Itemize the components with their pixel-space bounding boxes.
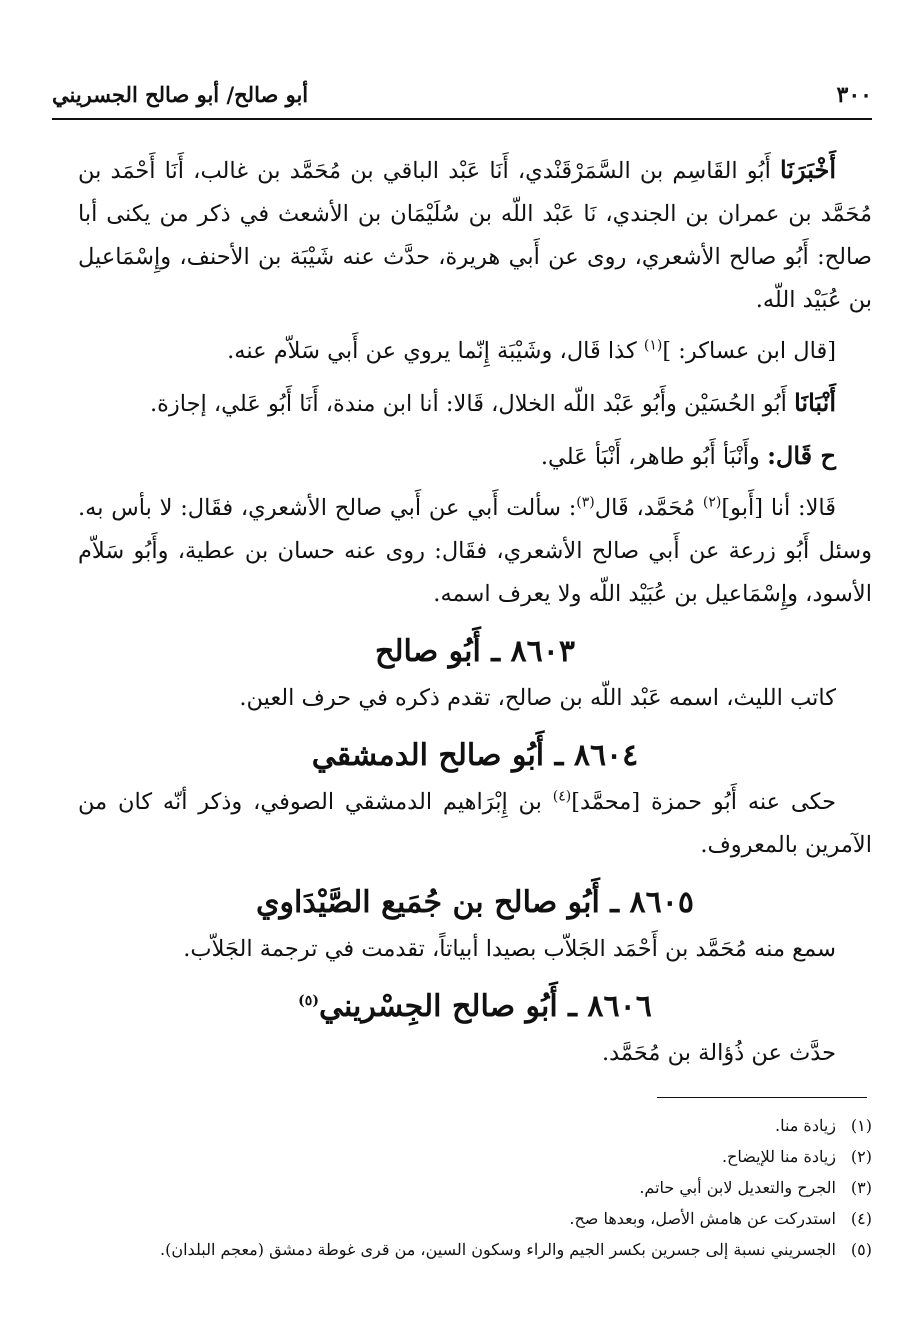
footnote-number: (٢) [850, 1147, 872, 1166]
footnote-text: استدركت عن هامش الأصل، وبعدها صح. [569, 1209, 836, 1228]
entry-text-8604 [78, 781, 872, 867]
entry-heading-8603: ٨٦٠٣ ـ أَبُو صالح [375, 634, 575, 669]
paragraph-text: : سألت أَبي عن أَبي صالح الأشعري، فقَال: لا بأس به. وسئل أَبُو زرعة عن أَبي صالح الأشعري، فقَال: روى عنه حسان بن عطية، وأَبُو سَلاّم الأسود، وإِسْمَاعيل بن عُبَيْد اللّه ولا يعرف اسمه. [78, 495, 872, 607]
footnote-ref-1[interactable]: (١) [643, 337, 663, 354]
paragraph-text: كذا قَال، وشَيْبَة إِنّما يروي عن أَبي سَلاّم عنه. [227, 338, 644, 364]
footnote-text: الجرح والتعديل لابن أبي حاتم. [639, 1178, 836, 1197]
footnote-1 [60, 1110, 872, 1141]
footnote-number: (٥) [850, 1240, 872, 1259]
footnote-text: الجسريني نسبة إلى جسرين بكسر الجيم والراء وسكون السين، من قرى غوطة دمشق (معجم البلدان). [160, 1240, 836, 1259]
lead-word: أَخْبَرَنَا [780, 155, 836, 184]
paragraph-ibn-asakir-note [78, 330, 872, 373]
paragraph-text: وأَنْبَأ أَبُو طاهر، أَنْبَأ عَلي. [540, 444, 768, 470]
entry-heading-8606 [78, 985, 872, 1028]
footnote-text: زيادة منا. [774, 1116, 836, 1135]
footnote-number: (٣) [850, 1178, 872, 1197]
lead-word: أَنْبَانَا [794, 388, 836, 417]
footnote-2 [60, 1141, 872, 1172]
entry-text-8605: سمع منه مُحَمَّد بن أَحْمَد الجَلاّب بصيدا أبياتاً، تقدمت في ترجمة الجَلاّب. [183, 936, 836, 962]
paragraph-isnad-2 [78, 381, 872, 426]
paragraph-text: مُحَمَّد، قَال [594, 495, 703, 521]
entry-heading-8605: ٨٦٠٥ ـ أَبُو صالح بن جُمَيع الصَّيْدَاوي [256, 885, 694, 920]
heading-text: ٨٦٠٦ ـ أَبُو صالح الجِسْريني [318, 989, 652, 1024]
paragraph-isnad-1 [78, 148, 872, 322]
main-text [78, 148, 872, 1083]
footnotes [60, 1110, 872, 1265]
paragraph-isnad-3 [78, 434, 872, 479]
paragraph-narration [78, 487, 872, 616]
footnote-4 [60, 1203, 872, 1234]
page-header [52, 78, 872, 120]
footnote-divider [657, 1097, 867, 1098]
footnote-ref-2[interactable]: (٢) [702, 494, 722, 511]
entry-text-8606: حدَّث عن ذُؤالة بن مُحَمَّد. [601, 1040, 836, 1066]
footnote-number: (١) [850, 1116, 872, 1135]
entry-text-8603: كاتب الليث، اسمه عَبْد اللّه بن صالح، تقدم ذكره في حرف العين. [239, 685, 836, 711]
paragraph-text: أَبُو الحُسَيْن وأَبُو عَبْد اللّه الخلال، قَالا: أنا ابن مندة، أَنَا أَبُو عَلي، إجازة. [149, 391, 795, 417]
paragraph-text: بن إِبْرَاهيم الدمشقي الصوفي، وذكر أنّه كان من الآمرين بالمعروف. [78, 789, 872, 858]
paragraph-text: حكى عنه أَبُو حمزة [محمَّد] [571, 789, 836, 815]
lead-word: ح قَال: [767, 441, 836, 470]
paragraph-text: قَالا: أنا [أَبو] [721, 495, 837, 521]
footnote-text: زيادة منا للإيضاح. [721, 1147, 836, 1166]
entry-heading-8604: ٨٦٠٤ ـ أَبُو صالح الدمشقي [311, 738, 639, 773]
running-title: أبو صالح/ أبو صالح الجسريني [52, 82, 309, 107]
footnote-number: (٤) [850, 1209, 872, 1228]
paragraph-text: أَبُو القَاسِم بن السَّمَرْقَنْدي، أَنَا عَبْد الباقي بن مُحَمَّد بن غالب، أَنَا أَحْمَد بن مُحَمَّد بن عمران بن الجندي، نَا عَبْد اللّه بن سُلَيْمَان بن الأشعث في ذكر من يكنى أبا صالح: أَبُو صالح الأشعري، روى عن أَبي هريرة، حدَّث عنه شَيْبَة بن الأحنف، وإِسْمَاعيل بن عُبَيْد اللّه. [78, 158, 872, 313]
footnote-3 [60, 1172, 872, 1203]
page-number: ٣٠٠ [836, 82, 872, 108]
footnote-5 [60, 1234, 872, 1265]
footnote-ref-4[interactable]: (٤) [552, 788, 572, 805]
footnote-ref-5[interactable]: (٥) [298, 993, 319, 1009]
footnote-ref-3[interactable]: (٣) [576, 494, 595, 511]
paragraph-text: [قال ابن عساكر: ] [662, 338, 836, 364]
